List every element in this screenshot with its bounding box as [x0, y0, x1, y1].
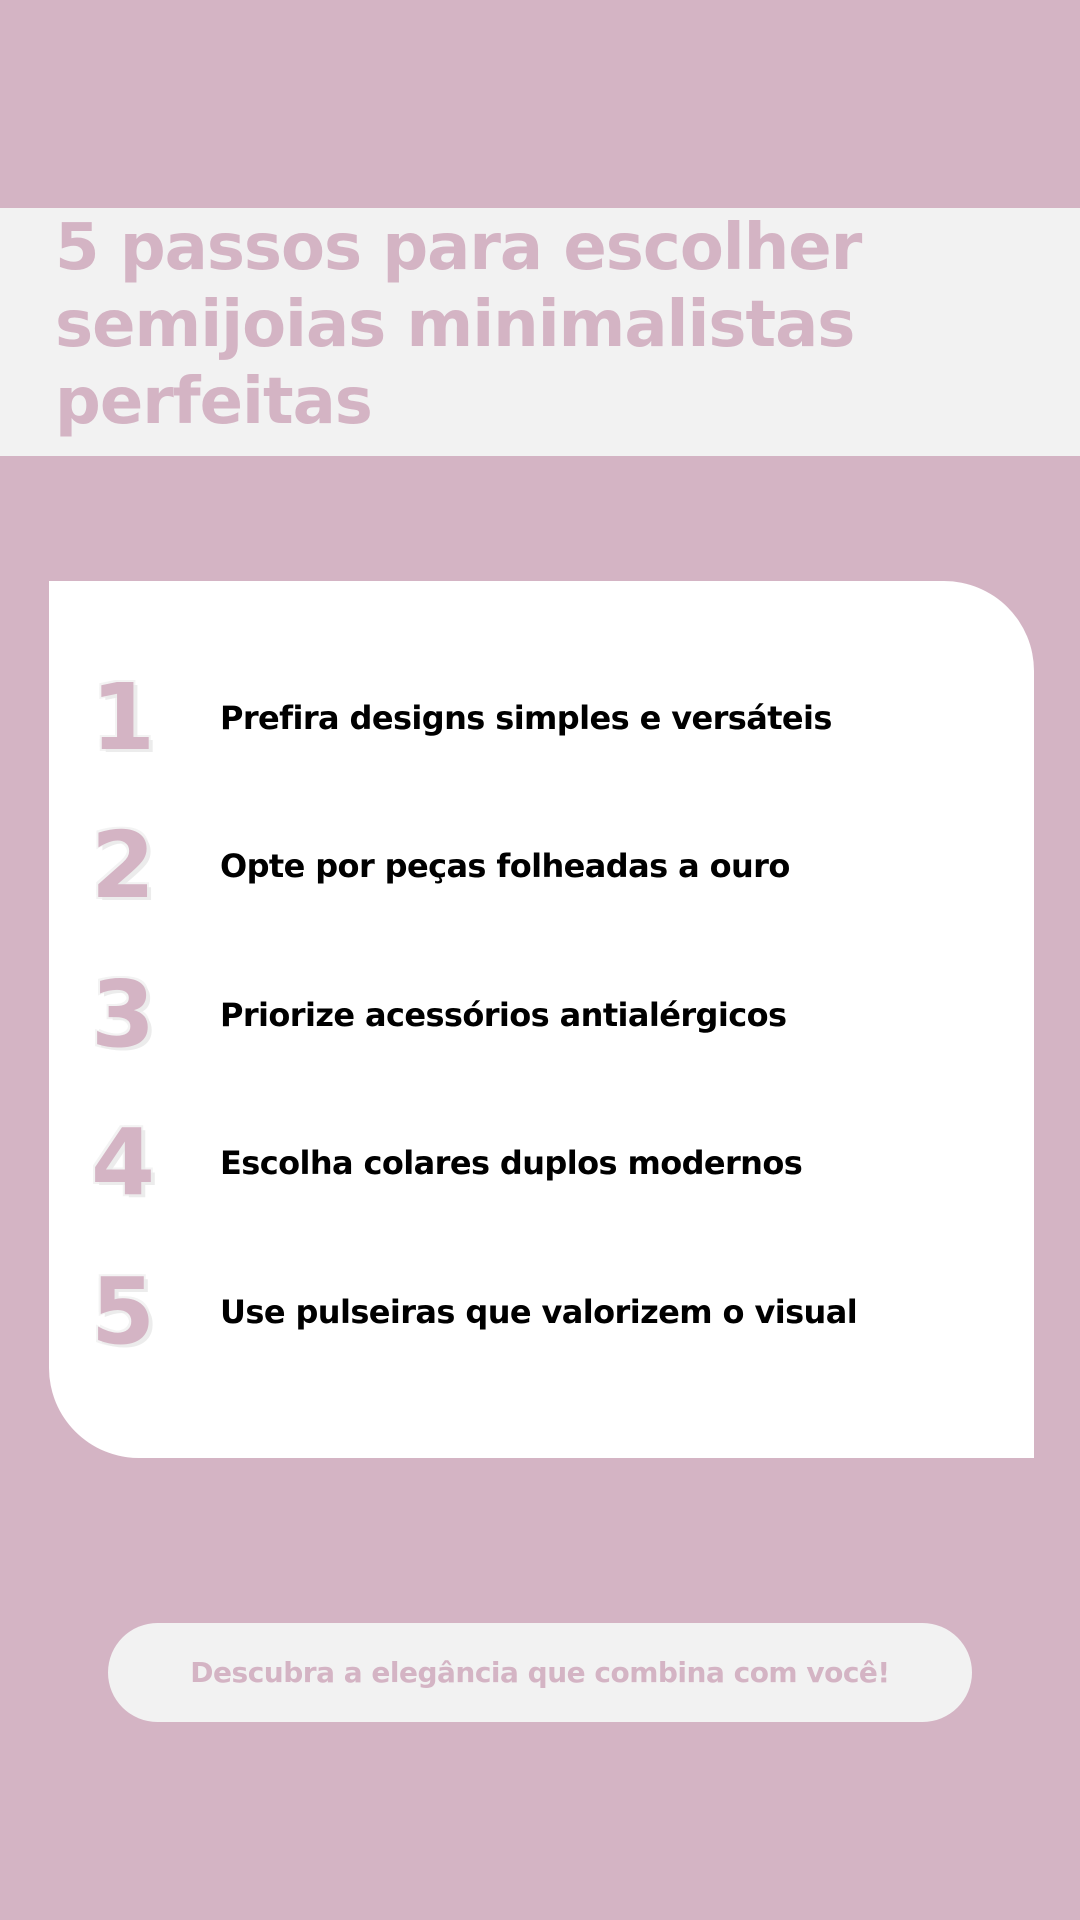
- title-line: perfeitas: [55, 365, 372, 439]
- step-number: 3: [91, 961, 156, 1068]
- steps-card: [49, 581, 1034, 1458]
- step-item: [49, 1257, 1034, 1367]
- cta-button[interactable]: [108, 1623, 972, 1722]
- step-item: [49, 811, 1034, 921]
- step-text: Use pulseiras que valorizem o visual: [220, 1293, 858, 1331]
- step-number: 5: [91, 1258, 156, 1365]
- step-text: Opte por peças folheadas a ouro: [220, 847, 790, 885]
- step-number: 2: [91, 812, 156, 919]
- step-item: [49, 960, 1034, 1070]
- step-text: Prefira designs simples e versáteis: [220, 699, 832, 737]
- title-line: 5 passos para escolher: [55, 211, 862, 285]
- step-text: Escolha colares duplos modernos: [220, 1144, 803, 1182]
- step-item: [49, 1108, 1034, 1218]
- title-line: semijoias minimalistas: [55, 288, 855, 362]
- step-item: [49, 663, 1034, 773]
- cta-label: Descubra a elegância que combina com você!: [190, 1656, 890, 1689]
- step-number: 1: [91, 664, 156, 771]
- page-title: [55, 210, 1035, 441]
- step-text: Priorize acessórios antialérgicos: [220, 996, 787, 1034]
- step-number: 4: [91, 1109, 156, 1216]
